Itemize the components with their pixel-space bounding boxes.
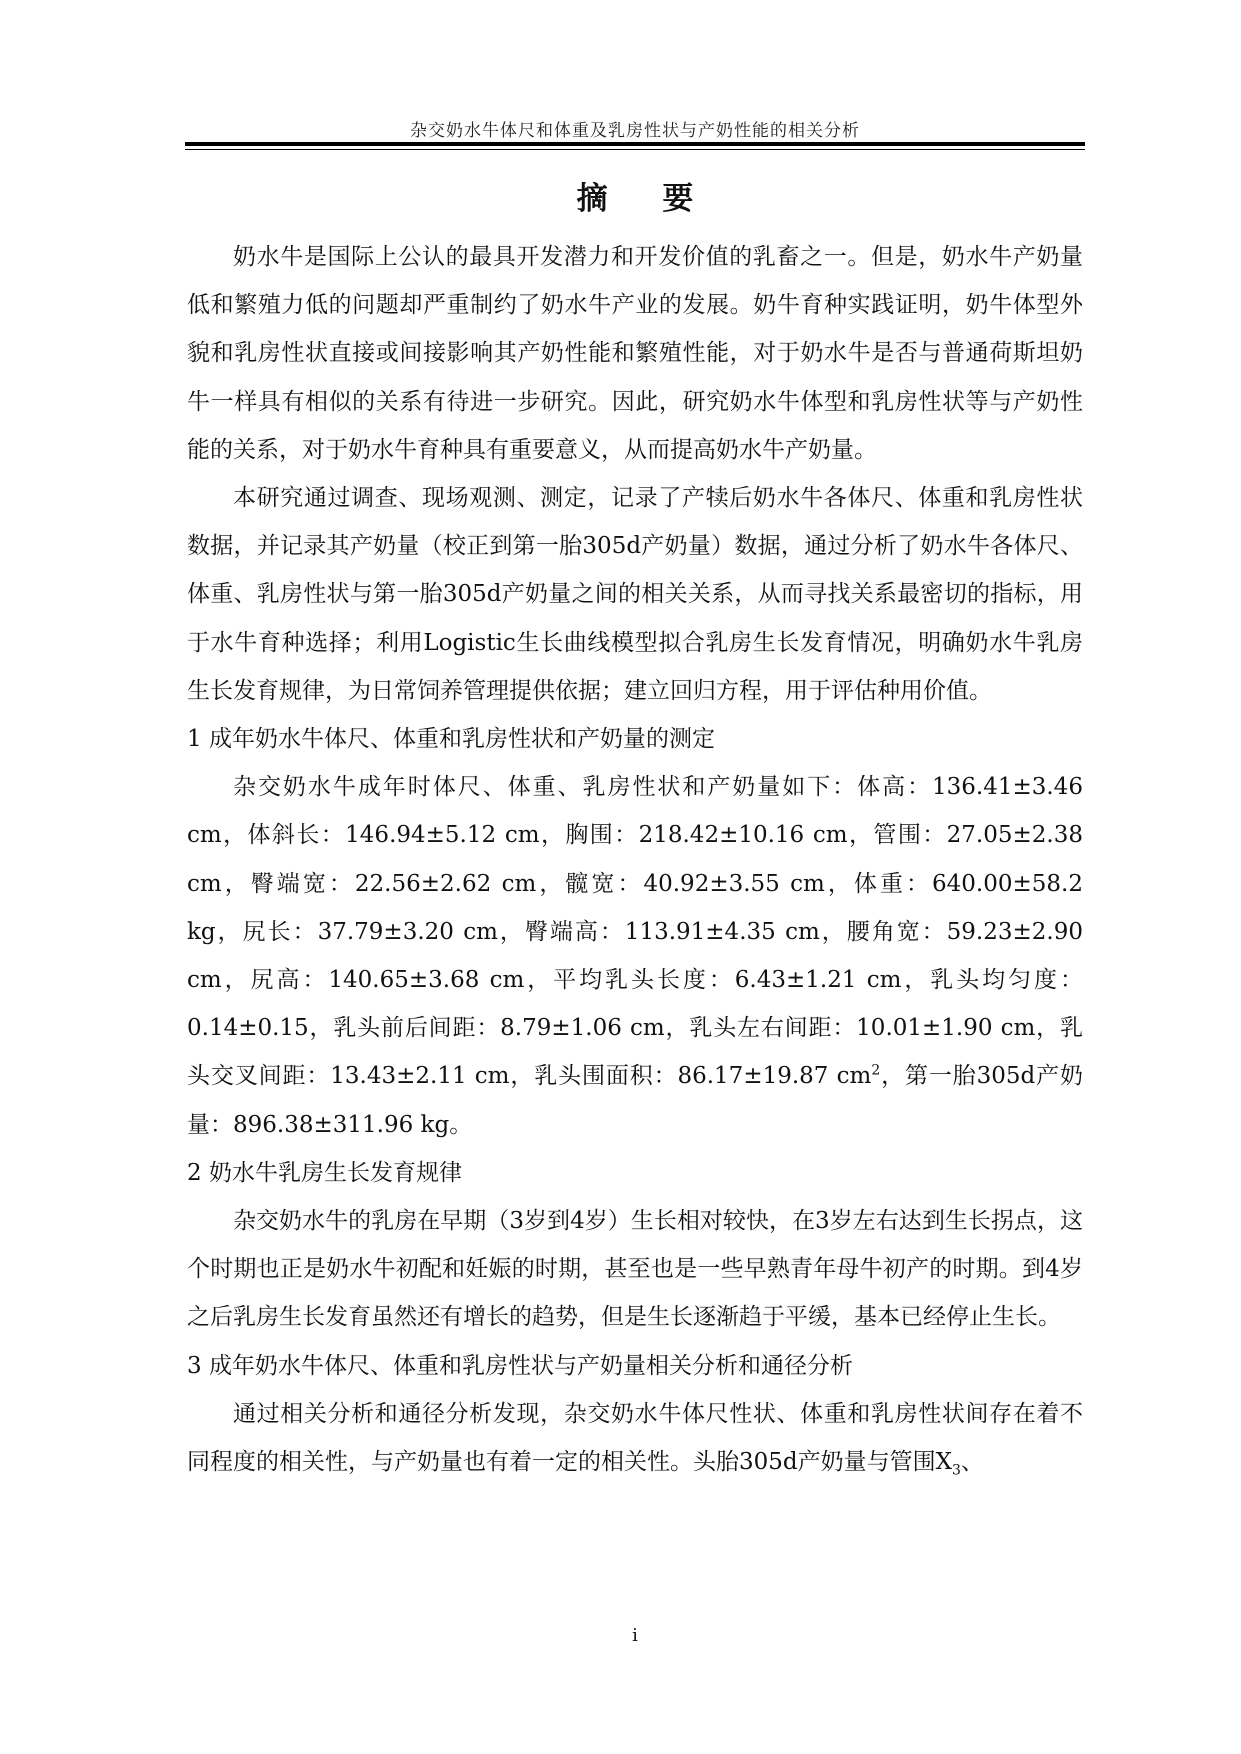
section-heading-2: 2 奶水牛乳房生长发育规律 [187, 1159, 462, 1186]
section-heading-3: 3 成年奶水牛体尺、体重和乳房性状与产奶量相关分析和通径分析 [187, 1352, 853, 1379]
header-rule-thick [185, 142, 1085, 146]
correlation-text: 通过相关分析和通径分析发现，杂交奶水牛体尺性状、体重和乳房性状间存在着不同程度的相关性，与产奶量也有着一定的相关性。头胎305d产奶量与管围X [187, 1400, 1083, 1476]
unit-superscript: 2 [871, 1062, 881, 1079]
running-header: 杂交奶水牛体尺和体重及乳房性状与产奶性能的相关分析 [410, 121, 860, 141]
section-heading-1: 1 成年奶水牛体尺、体重和乳房性状和产奶量的测定 [187, 726, 715, 753]
header-rule-thin [185, 149, 1085, 150]
paragraph-correlation [187, 1390, 1083, 1486]
page-number: i [632, 1625, 638, 1646]
paragraph-udder-growth: 杂交奶水牛的乳房在早期（3岁到4岁）生长相对较快，在3岁左右达到生长拐点，这个时期也正是奶水牛初配和妊娠的时期，甚至也是一些早熟青年母牛初产的时期。到4岁之后乳房生长发育虽然还有增长的趋势，但是生长逐渐趋于平缓，基本已经停止生长。 [187, 1208, 1083, 1331]
paragraph-methods: 本研究通过调查、现场观测、测定，记录了产犊后奶水牛各体尺、体重和乳房性状数据，并记录其产奶量（校正到第一胎305d产奶量）数据，通过分析了奶水牛各体尺、体重、乳房性状与第一胎305d产奶量之间的相关关系，从而寻找关系最密切的指标，用于水牛育种选择；利用Logistic生长曲线模型拟合乳房生长发育情况，明确奶水牛乳房生长发育规律，为日常饲养管理提供依据；建立回归方程，用于评估种用价值。 [187, 485, 1083, 704]
abstract-title: 摘 要 [576, 181, 716, 217]
measurements-text-end: ，第一胎305d产奶量：896.38±311.96 kg。 [187, 1063, 1083, 1138]
measurements-text: 杂交奶水牛成年时体尺、体重、乳房性状和产奶量如下：体高：136.41±3.46 cm，体斜长：146.94±5.12 cm，胸围：218.42±10.16 cm，管围：27.05±2.38 cm，臀端宽：22.56±2.62 cm，髋宽：40.92±3.55 cm，体重：640.00±58.2 kg，尻长：37.79±3.20 cm，臀端高：113.91±4.35 cm，腰角宽：59.23±2.90 cm，尻高：140.65±3.68 cm，平均乳头长度：6.43±1.21 cm，乳头均匀度：0.14±0.15，乳头前后间距：8.79±1.06 cm，乳头左右间距：10.01±1.90 cm，乳头交叉间距：13.43±2.11 cm，乳头围面积：86.17±19.87 cm [187, 774, 1083, 1090]
correlation-text-end: 、 [960, 1449, 984, 1476]
paragraph-measurements [187, 763, 1083, 1149]
paragraph-intro: 奶水牛是国际上公认的最具开发潜力和开发价值的乳畜之一。但是，奶水牛产奶量低和繁殖力低的问题却严重制约了奶水牛产业的发展。奶牛育种实践证明，奶牛体型外貌和乳房性状直接或间接影响其产奶性能和繁殖性能，对于奶水牛是否与普通荷斯坦奶牛一样具有相似的关系有待进一步研究。因此，研究奶水牛体型和乳房性状等与产奶性能的关系，对于奶水牛育种具有重要意义，从而提高奶水牛产奶量。 [187, 244, 1083, 463]
abstract-body [187, 233, 1083, 1486]
variable-subscript: 3 [952, 1462, 961, 1479]
